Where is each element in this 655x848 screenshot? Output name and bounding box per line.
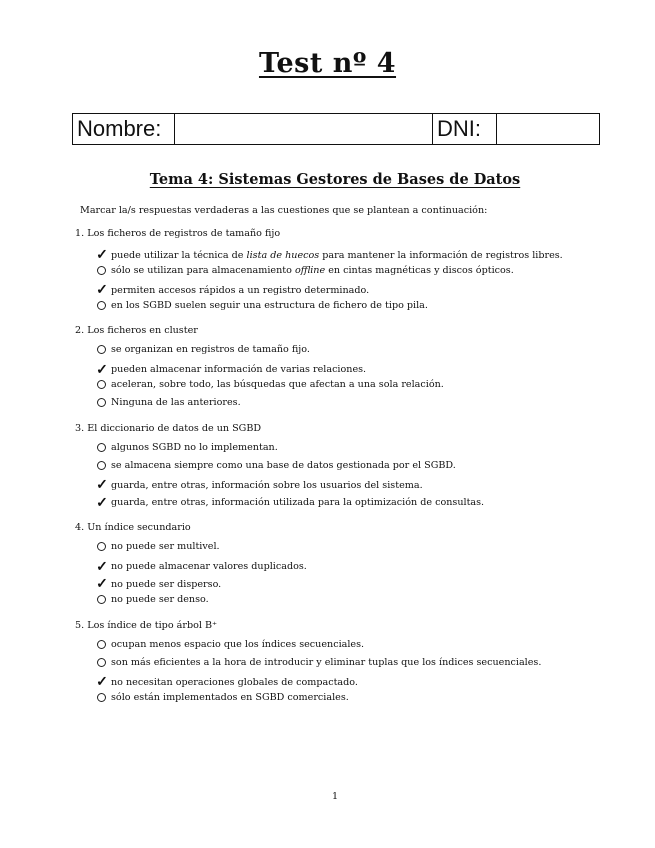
empty-circle-icon[interactable] xyxy=(97,542,106,551)
question-5 xyxy=(75,620,217,631)
answer-option[interactable] xyxy=(96,265,514,276)
id-table xyxy=(72,113,600,145)
empty-circle-icon[interactable] xyxy=(97,398,106,407)
question-3 xyxy=(75,423,261,434)
answer-option[interactable] xyxy=(96,692,349,703)
answer-text: puede utilizar la técnica de lista de huecos para mantener la información de registros libres. xyxy=(111,249,563,261)
answer-option[interactable] xyxy=(96,594,209,605)
answer-text: pueden almacenar información de varias relaciones. xyxy=(111,364,367,375)
answer-option[interactable] xyxy=(96,344,310,355)
answer-option[interactable] xyxy=(96,442,278,453)
empty-circle-icon[interactable] xyxy=(97,380,106,389)
empty-circle-icon[interactable] xyxy=(97,266,106,275)
empty-circle-icon[interactable] xyxy=(97,658,106,667)
answer-option[interactable] xyxy=(96,460,456,471)
nombre-label: Nombre: xyxy=(73,114,175,144)
question-text: 4. Un índice secundario xyxy=(75,522,191,533)
empty-circle-icon[interactable] xyxy=(97,345,106,354)
answer-text: guarda, entre otras, información sobre los usuarios del sistema. xyxy=(111,479,423,491)
answer-text: algunos SGBD no lo implementan. xyxy=(111,442,278,453)
checkmark-icon[interactable]: ✓ xyxy=(96,477,108,493)
dni-field[interactable] xyxy=(497,114,599,144)
question-4 xyxy=(75,522,191,533)
empty-circle-icon[interactable] xyxy=(97,640,106,649)
answer-option[interactable] xyxy=(96,639,364,650)
checkmark-icon[interactable]: ✓ xyxy=(96,282,108,298)
answer-text: guarda, entre otras, información utilizada para la optimización de consultas. xyxy=(111,497,485,508)
question-2 xyxy=(75,325,198,336)
answer-text: permiten accesos rápidos a un registro determinado. xyxy=(111,284,370,296)
answer-text: no puede almacenar valores duplicados. xyxy=(111,561,307,572)
answer-text: se almacena siempre como una base de datos gestionada por el SGBD. xyxy=(111,459,456,471)
answer-text: se organizan en registros de tamaño fijo. xyxy=(111,344,310,355)
answer-option[interactable] xyxy=(96,247,563,263)
answer-option[interactable] xyxy=(96,397,241,408)
checkmark-icon[interactable]: ✓ xyxy=(96,494,108,511)
answer-text: aceleran, sobre todo, las búsquedas que afectan a una sola relación. xyxy=(111,379,444,390)
answer-text: sólo están implementados en SGBD comerciales. xyxy=(111,691,349,703)
checkmark-icon[interactable]: ✓ xyxy=(96,674,108,690)
question-text: 5. Los índice de tipo árbol B⁺ xyxy=(75,620,218,631)
answer-text: no puede ser denso. xyxy=(111,593,209,605)
checkmark-icon[interactable]: ✓ xyxy=(96,247,108,263)
checkmark-icon[interactable]: ✓ xyxy=(96,558,108,575)
empty-circle-icon[interactable] xyxy=(97,301,106,310)
answer-text: no puede ser multivel. xyxy=(111,541,220,552)
dni-label: DNI: xyxy=(433,114,497,144)
answer-option[interactable] xyxy=(96,282,369,298)
empty-circle-icon[interactable] xyxy=(97,461,106,470)
checkmark-icon[interactable]: ✓ xyxy=(96,361,108,378)
answer-option[interactable] xyxy=(96,477,423,493)
empty-circle-icon[interactable] xyxy=(97,595,106,604)
answer-option[interactable] xyxy=(96,541,220,552)
answer-text: no necesitan operaciones globales de compactado. xyxy=(111,676,358,688)
section-title: Tema 4: Sistemas Gestores de Bases de Datos xyxy=(149,171,521,188)
question-text: 3. El diccionario de datos de un SGBD xyxy=(75,423,262,434)
nombre-field[interactable] xyxy=(175,114,433,144)
answer-text: son más eficientes a la hora de introducir y eliminar tuplas que los índices secuenciales. xyxy=(111,656,542,668)
page-number: 1 xyxy=(331,791,339,802)
answer-option[interactable] xyxy=(96,379,444,390)
answer-text: ocupan menos espacio que los índices secuenciales. xyxy=(111,639,365,650)
empty-circle-icon[interactable] xyxy=(97,443,106,452)
page-title: Test nº 4 xyxy=(258,48,397,79)
instructions-text: Marcar la/s respuestas verdaderas a las cuestiones que se plantean a continuación: xyxy=(80,205,488,216)
checkmark-icon[interactable]: ✓ xyxy=(96,576,108,592)
answer-text: Ninguna de las anteriores. xyxy=(111,396,241,408)
answer-option[interactable] xyxy=(96,495,484,511)
answer-option[interactable] xyxy=(96,300,428,311)
answer-text: no puede ser disperso. xyxy=(111,578,222,590)
answer-option[interactable] xyxy=(96,674,358,690)
answer-text: en los SGBD suelen seguir una estructura de fichero de tipo pila. xyxy=(111,299,428,311)
empty-circle-icon[interactable] xyxy=(97,693,106,702)
answer-option[interactable] xyxy=(96,657,541,668)
answer-option[interactable] xyxy=(96,576,221,592)
answer-option[interactable] xyxy=(96,559,307,575)
answer-option[interactable] xyxy=(96,362,366,378)
answer-text: sólo se utilizan para almacenamiento offline en cintas magnéticas y discos ópticos. xyxy=(111,264,514,276)
question-text: 1. Los ficheros de registros de tamaño fijo xyxy=(75,228,281,239)
question-1 xyxy=(75,228,280,239)
question-text: 2. Los ficheros en cluster xyxy=(75,325,198,336)
